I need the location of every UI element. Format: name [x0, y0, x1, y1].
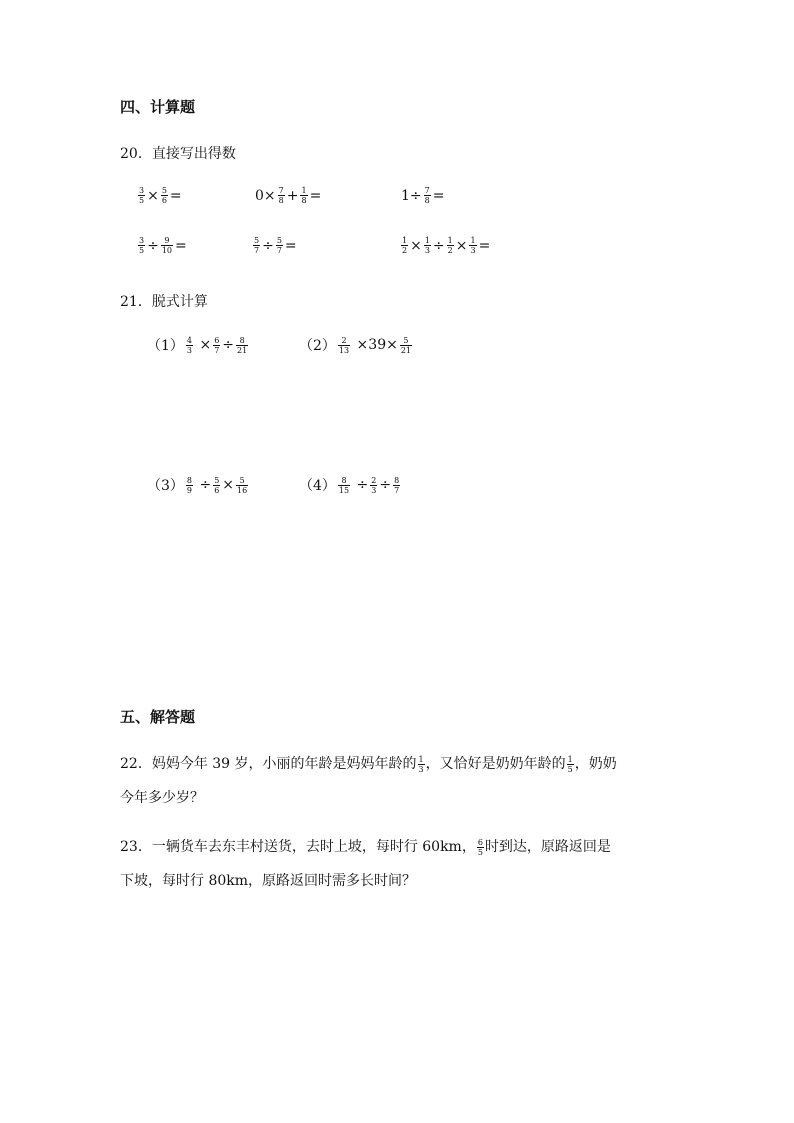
q23-line-2: 下坡，每时行 80km，原路返回时需多长时间？ — [120, 873, 417, 889]
operator: 1÷ — [401, 187, 422, 204]
operator: = — [432, 187, 445, 204]
q22-text-c: ，奶奶 — [574, 756, 617, 772]
fraction: $\frac{1}{8}$ — [301, 186, 307, 205]
operator: ÷ — [147, 237, 159, 254]
fraction: $\frac{5}{6}$ — [214, 475, 220, 495]
q22-line-2: 今年多少岁？ — [120, 790, 204, 806]
section-heading-calc: 四、计算题 — [120, 98, 196, 116]
operator: ×39× — [352, 337, 398, 353]
operator: = — [284, 237, 297, 254]
fraction: $\frac{3}{5}$ — [139, 186, 145, 205]
fraction: $\frac{5}{7}$ — [254, 236, 260, 255]
fraction: $\frac{4}{3}$ — [186, 335, 193, 355]
fraction: $\frac{5}{16}$ — [237, 475, 248, 495]
q23-text-b: 时到达，原路返回是 — [484, 839, 611, 855]
q21-item-4 — [298, 475, 401, 495]
item-number: （3） — [147, 478, 184, 494]
q22-text-a: 22．妈妈今年 39 岁，小丽的年龄是妈妈年龄的 — [120, 756, 417, 772]
q20-expr — [400, 186, 445, 205]
operator: ÷ — [222, 337, 235, 353]
q22-fraction-1: $\frac{1}{3}$ — [418, 754, 424, 774]
q20-expr — [400, 236, 491, 255]
operator: ÷ — [352, 477, 369, 493]
q23-text-a: 23．一辆货车去东丰村送货，去时上坡，每时行 60km， — [120, 839, 476, 855]
q20-expr — [254, 186, 322, 205]
fraction: $\frac{1}{3}$ — [470, 236, 476, 255]
operator: = — [478, 237, 491, 254]
q23-fraction: $\frac{6}{5}$ — [477, 837, 483, 857]
q22-fraction-2: $\frac{1}{5}$ — [567, 754, 573, 774]
fraction: $\frac{8}{7}$ — [394, 475, 400, 495]
fraction: $\frac{2}{13}$ — [338, 335, 350, 355]
question-22 — [120, 747, 617, 815]
fraction: $\frac{5}{21}$ — [400, 335, 412, 355]
operator: ÷ — [262, 237, 274, 254]
operator: ÷ — [195, 477, 212, 493]
operator: = — [309, 187, 322, 204]
fraction: $\frac{1}{3}$ — [424, 236, 430, 255]
q21-item-2 — [298, 335, 413, 355]
q21-item-1 — [146, 335, 249, 355]
q22-text-b: ，又恰好是奶奶年龄的 — [425, 756, 566, 772]
operator: + — [286, 187, 299, 204]
fraction: $\frac{1}{2}$ — [402, 236, 408, 255]
fraction: $\frac{8}{15}$ — [338, 475, 350, 495]
fraction: $\frac{7}{8}$ — [424, 186, 430, 205]
q20-expr — [137, 186, 183, 205]
fraction: $\frac{8}{9}$ — [186, 475, 193, 495]
section-heading-answer: 五、解答题 — [120, 708, 196, 726]
question-21-label: 21．脱式计算 — [120, 294, 208, 310]
fraction: $\frac{2}{3}$ — [371, 475, 377, 495]
item-number: （1） — [147, 338, 184, 354]
fraction: $\frac{7}{8}$ — [278, 186, 284, 205]
item-number: （2） — [299, 338, 336, 354]
question-23 — [120, 830, 611, 898]
operator: × — [455, 237, 468, 254]
fraction: $\frac{5}{7}$ — [276, 236, 282, 255]
operator: = — [169, 187, 182, 204]
fraction: $\frac{6}{7}$ — [214, 335, 220, 355]
operator: × — [195, 337, 212, 353]
q20-expr — [252, 236, 298, 255]
operator: ÷ — [379, 477, 392, 493]
operator: × — [410, 237, 422, 254]
operator: 0× — [255, 187, 276, 204]
fraction: $\frac{8}{21}$ — [237, 335, 248, 355]
fraction: $\frac{3}{5}$ — [139, 236, 145, 255]
fraction: $\frac{1}{2}$ — [447, 236, 453, 255]
question-20-label: 20．直接写出得数 — [120, 146, 236, 162]
fraction: $\frac{9}{10}$ — [161, 236, 173, 255]
operator: × — [147, 187, 159, 204]
item-number: （4） — [299, 478, 336, 494]
fraction: $\frac{5}{6}$ — [161, 186, 167, 205]
operator: = — [175, 237, 187, 254]
operator: × — [222, 477, 235, 493]
q20-expr — [137, 236, 188, 255]
operator: ÷ — [432, 237, 445, 254]
q21-item-3 — [146, 475, 249, 495]
